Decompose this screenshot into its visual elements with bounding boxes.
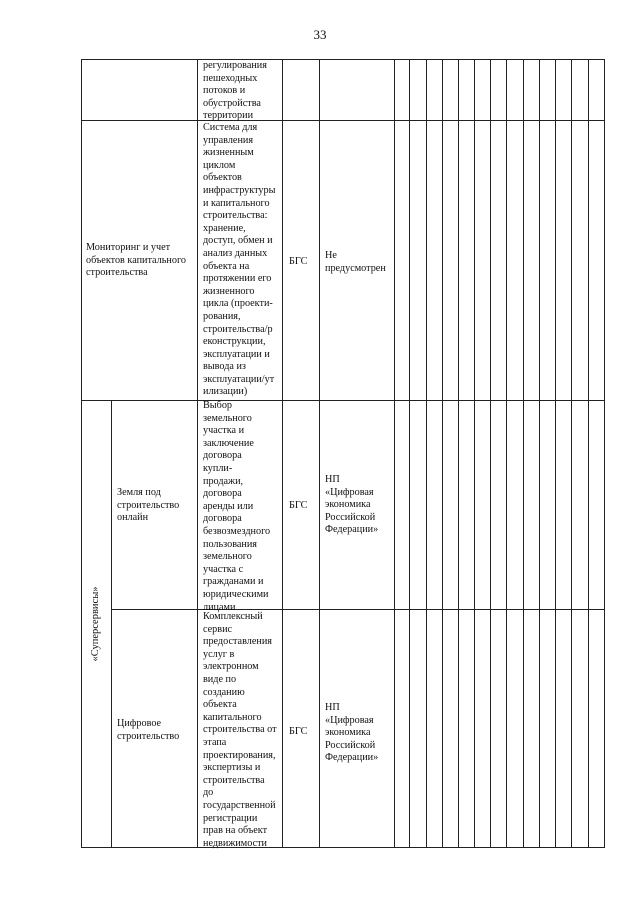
row-1-funding: Не предусмотрен xyxy=(325,250,386,274)
row-0-description: регулирования пешеходных потоков и обустройства территории xyxy=(203,60,267,122)
row-2-owner: БГС xyxy=(289,500,308,511)
page-number: 33 xyxy=(313,27,327,42)
row-2-funding: НП «Цифровая экономика Российской Федерации» xyxy=(325,474,379,536)
row-2-description: Выбор земельного участка и заключение договора купли- продажи, договора аренды или договора безвозмездного пользования земельного участка с гражданами и юридическими лицами xyxy=(203,400,271,613)
row-1-owner: БГС xyxy=(289,256,308,267)
row-1-description: Система для управления жизненным циклом объектов инфраструктуры и капитального строительства: хранение, доступ, обмен и анализ данных объекта на протяжении его жизненного цикла (проекти- рования, строительства/р еконструкции, эксплуатации и вывода из эксплуатации/ут илизации) xyxy=(203,122,276,398)
group-label-superservices: «Суперсервисы» xyxy=(90,586,101,662)
row-3-description: Комплексный сервис предоставления услуг в электронном виде по созданию объекта капитального строительства от этапа проектирования, экспертизы и строительства до государственной регистрации прав на объект недвижимости xyxy=(203,611,277,849)
row-1-section: Мониторинг и учет объектов капитального строительства xyxy=(86,242,186,279)
row-2-section: Земля под строительство онлайн xyxy=(117,487,180,524)
row-3-funding: НП «Цифровая экономика Российской Федерации» xyxy=(325,702,379,764)
row-3-section: Цифровое строительство xyxy=(117,718,180,742)
row-3-owner: БГС xyxy=(289,726,308,737)
